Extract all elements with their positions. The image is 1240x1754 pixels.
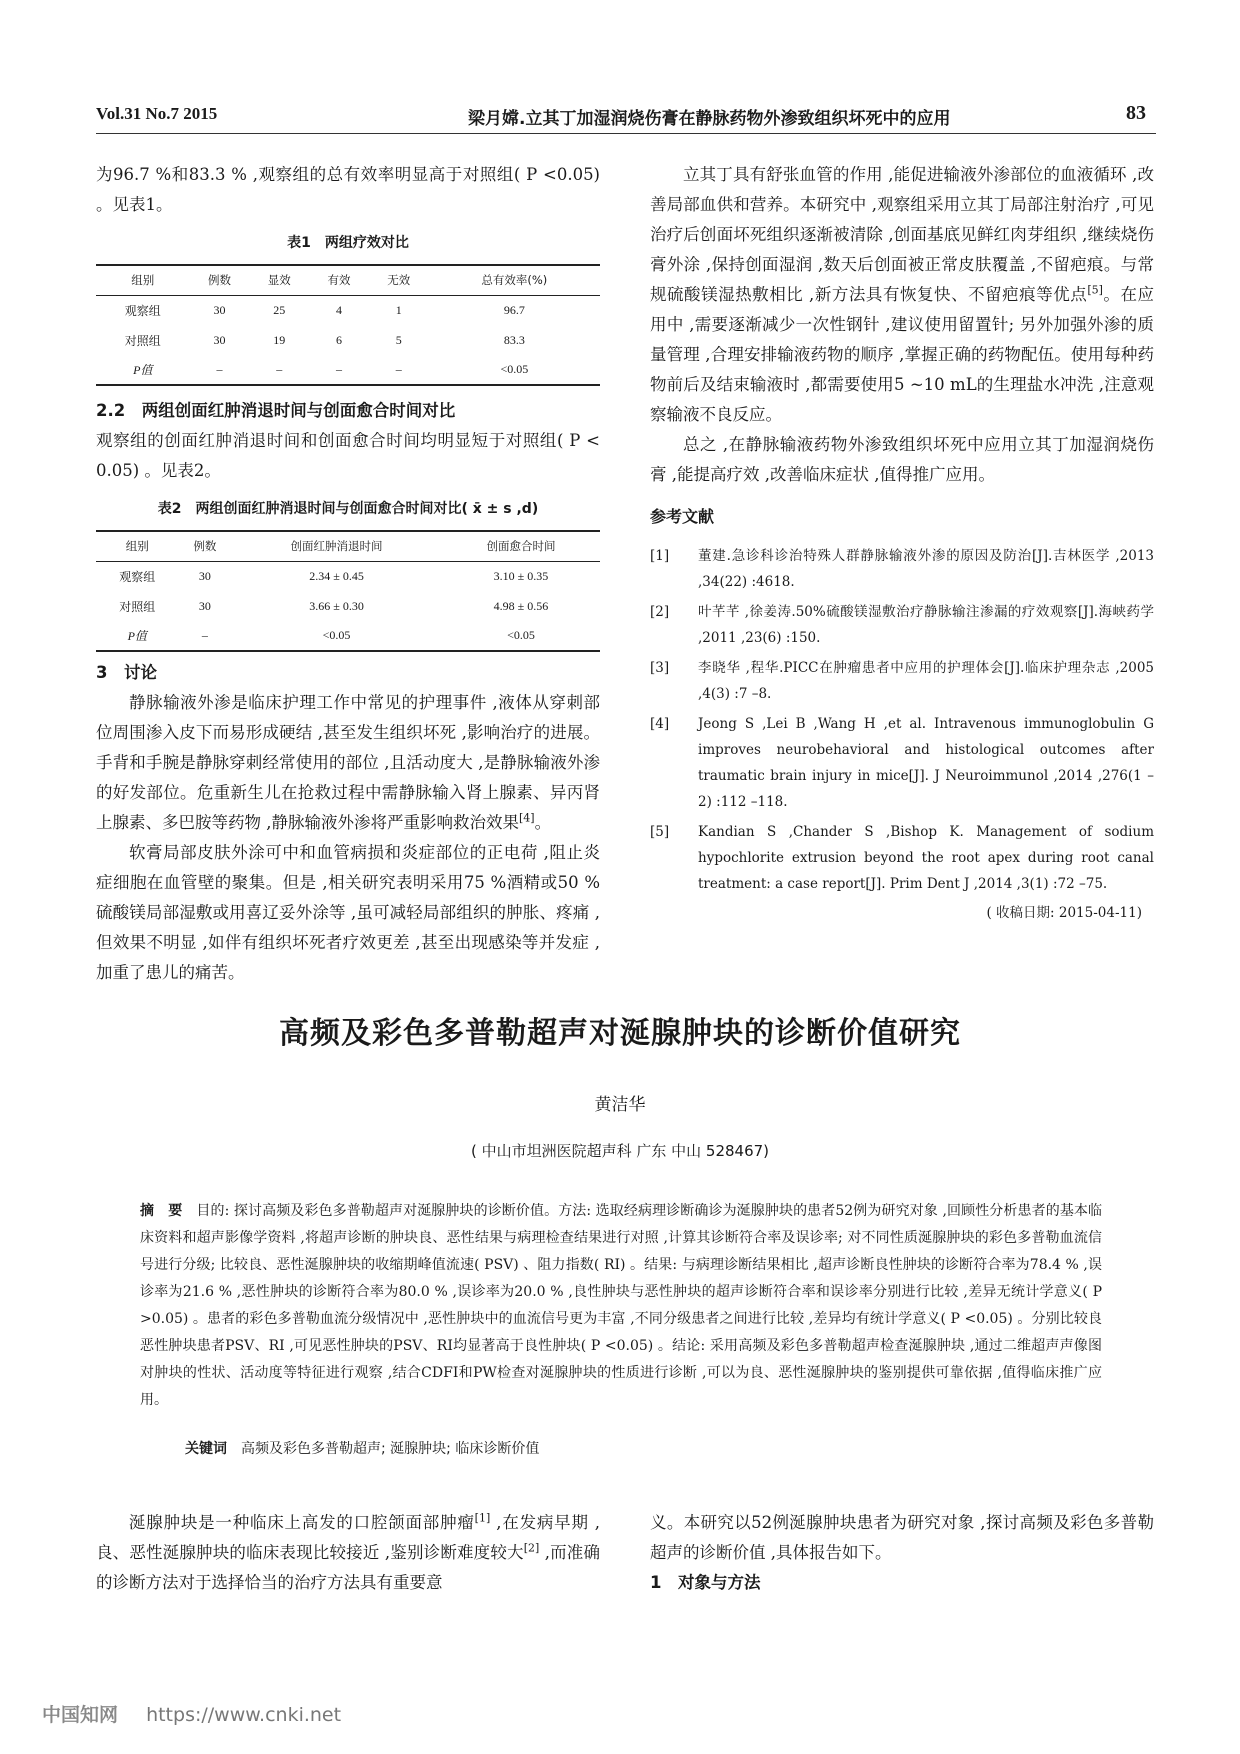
table-header-cell: 有效 — [309, 265, 369, 295]
journal-volume-info: Vol.31 No.7 2015 — [96, 104, 218, 123]
citation-marker: [2] — [523, 1541, 540, 1555]
article-author: 黄洁华 — [594, 1095, 646, 1115]
table-cell: 30 — [213, 302, 226, 317]
table-cell: 2.34 ± 0.45 — [309, 568, 364, 583]
table-cell: 25 — [273, 302, 286, 317]
table-cell: 观察组 — [124, 303, 161, 318]
citation-marker: [5] — [1087, 283, 1103, 297]
table-row — [96, 355, 600, 385]
table-cell: 3.66 ± 0.30 — [309, 598, 364, 613]
table-cell: <0.05 — [442, 621, 600, 651]
table1-efficacy — [96, 264, 600, 386]
table-header-cell: 例数 — [190, 265, 250, 295]
article-title: 高频及彩色多普勒超声对涎腺肿块的诊断价值研究 — [279, 1016, 961, 1051]
table-cell: – — [309, 355, 369, 385]
table-cell: 观察组 — [119, 569, 156, 584]
table-cell: 对照组 — [124, 333, 161, 348]
reference-item — [650, 543, 1154, 595]
table-cell: 83.3 — [503, 332, 525, 347]
references-heading: 参考文献 — [650, 507, 715, 526]
table-cell: 30 — [213, 332, 226, 347]
table1-caption: 表1 两组疗效对比 — [287, 235, 409, 251]
discussion-text: 静脉输液外渗是临床护理工作中常见的护理事件 ,液体从穿刺部位周围渗入皮下而易形成硬结 ,甚至发生组织坏死 ,影响治疗的进展。手背和手腕是静脉穿刺经常使用的部位 ,且活动度大 ,是静脉输液外渗的好发部位。危重新生儿在抢救过程中需静脉输入肾上腺素、异丙肾上腺素、多巴胺等药物 ,静脉输液外渗将严重影响救治效果 — [96, 693, 600, 832]
table-cell: <0.05 — [429, 355, 600, 385]
intro-text: 涎腺肿块是一种临床上高发的口腔颌面部肿瘤 — [129, 1513, 475, 1532]
table-cell: 3.10 ± 0.35 — [493, 568, 549, 583]
right-column — [650, 160, 1154, 921]
section-2-2-text: 观察组的创面红肿消退时间和创面愈合时间均明显短于对照组( P < 0.05) 。见表2。 — [96, 431, 600, 480]
table-header-cell: 显效 — [249, 265, 309, 295]
table-cell: 4.98 ± 0.56 — [493, 598, 549, 613]
intro-paragraph — [96, 1508, 600, 1598]
reference-text: 叶芊芊 ,徐姜涛.50%硫酸镁湿敷治疗静脉输注渗漏的疗效观察[J].海峡药学 ,2011 ,23(6) :150. — [698, 604, 1154, 646]
table-row — [96, 591, 600, 621]
table-row — [96, 295, 600, 325]
table-row — [96, 561, 600, 591]
received-date: ( 收稿日期: 2015-04-11) — [986, 905, 1142, 921]
table-header-cell: 组别 — [96, 265, 190, 295]
abstract-label: 摘 要 — [140, 1203, 183, 1219]
table-cell: 1 — [395, 302, 402, 317]
author-affiliation: ( 中山市坦洲医院超声科 广东 中山 528467) — [470, 1142, 770, 1160]
left-column — [96, 160, 600, 988]
table-header-cell: 组别 — [96, 531, 179, 561]
page-number: 83 — [1126, 102, 1146, 124]
section-3-heading: 3 讨论 — [96, 663, 157, 682]
reference-number: [1] — [650, 548, 670, 564]
table-cell: – — [369, 355, 429, 385]
table-cell: 5 — [395, 332, 402, 347]
section-2-2-heading: 2.2 两组创面红肿消退时间与创面愈合时间对比 — [96, 401, 456, 420]
citation-marker: [4] — [519, 811, 535, 825]
table-row — [96, 621, 600, 651]
discussion-text: 立其丁具有舒张血管的作用 ,能促进输液外渗部位的血液循环 ,改善局部血供和营养。本研究中 ,观察组采用立其丁局部注射治疗 ,可见治疗后创面坏死组织逐渐被清除 ,创面基底见鲜红肉芽组织 ,继续烧伤膏外涂 ,保持创面湿润 ,数天后创面被正常皮肤覆盖 ,不留疤痕。与常规硫酸镁湿热敷相比 ,新方法具有恢复快、不留疤痕等优点 — [650, 165, 1154, 304]
table-cell: 4 — [336, 302, 342, 317]
table-cell: 6 — [336, 332, 342, 347]
intro-left-column — [96, 1508, 600, 1598]
table2-healing-time — [96, 530, 600, 652]
reference-item — [650, 819, 1154, 897]
table-cell: 30 — [198, 568, 211, 583]
table-cell: 对照组 — [119, 599, 156, 614]
table-cell: – — [190, 355, 250, 385]
reference-number: [2] — [650, 604, 670, 620]
results-intro-paragraph: 为96.7 %和83.3 % ,观察组的总有效率明显高于对照组( P <0.05) 。见表1。 — [96, 165, 600, 214]
table-cell: – — [249, 355, 309, 385]
conclusion-paragraph: 总之 ,在静脉输液药物外渗致组织坏死中应用立其丁加湿润烧伤膏 ,能提高疗效 ,改善临床症状 ,值得推广应用。 — [650, 435, 1154, 484]
intro-text: ,在发病早期 ,良、恶性涎腺肿块的临床表现比较接近 ,鉴别诊断难度较大 — [96, 1513, 601, 1562]
reference-text: Kandian S ,Chander S ,Bishop K. Management of sodium hypochlorite extrusion beyond the root apex during root canal treatment: a case report[J]. Prim Dent J ,2014 ,3(1) :72 –75. — [698, 824, 1154, 892]
table-cell: 19 — [273, 332, 286, 347]
table-row — [96, 325, 600, 355]
table-header-row — [96, 265, 600, 295]
reference-item — [650, 655, 1154, 707]
table-cell: P值 — [96, 621, 179, 651]
intro-right-column — [650, 1508, 1154, 1598]
discussion-text-end: 。在应用中 ,需要逐渐减少一次性钢针 ,建议使用留置针; 另外加强外渗的质量管理 ,合理安排输液药物的顺序 ,掌握正确的药物配伍。使用每种药物前后及结束输液时 ,都需要使用5 ~10 mL的生理盐水冲洗 ,注意观察输液不良反应。 — [650, 285, 1154, 424]
table-cell: 30 — [198, 598, 211, 613]
cnki-logo: 中国知网 — [42, 1704, 119, 1726]
reference-text: 董建.急诊科诊治特殊人群静脉输液外渗的原因及防治[J].吉林医学 ,2013 ,34(22) :4618. — [698, 548, 1154, 590]
running-title: 梁月嫦.立其丁加湿润烧伤膏在静脉药物外渗致组织坏死中的应用 — [468, 109, 951, 129]
abstract-text: 目的: 探讨高频及彩色多普勒超声对涎腺肿块的诊断价值。方法: 选取经病理诊断确诊为涎腺肿块的患者52例为研究对象 ,回顾性分析患者的基本临床资料和超声影像学资料 ,将超声诊断的肿块良、恶性结果与病理检查结果进行对照 ,计算其诊断符合率及误诊率; 对不同性质涎腺肿块的彩色多普勒血流信号进行分级; 比较良、恶性涎腺肿块的收缩期峰值流速( PSV) 、阻力指数( RI) 。结果: 与病理诊断结果相比 ,超声诊断良性肿块的诊断符合率为78.4 % ,误诊率为21.6 % ,恶性肿块的诊断符合率为80.0 % ,误诊率为20.0 % ,良性肿块与恶性肿块的超声诊断符合率和误诊率分别进行比较 ,差异无统计学意义( P >0.05) 。患者的彩色多普勒血流分级情况中 ,恶性肿块中的血流信号更为丰富 ,不同分级患者之间进行比较 ,差异均有统计学意义( P <0.05) 。分别比较良恶性肿块患者PSV、RI ,可见恶性肿块的PSV、RI均显著高于良性肿块( P <0.05) 。结论: 采用高频及彩色多普勒超声检查涎腺肿块 ,通过二维超声声像图对肿块的性状、活动度等特征进行观察 ,结合CDFI和PW检查对涎腺肿块的性质进行诊断 ,可以为良、恶性涎腺肿块的鉴别提供可靠依据 ,值得临床推广应用。 — [140, 1203, 1103, 1408]
discussion-paragraph-1 — [96, 688, 600, 838]
table-header-cell: 创面红肿消退时间 — [231, 531, 442, 561]
keywords — [185, 1438, 539, 1458]
abstract — [140, 1198, 1102, 1414]
intro-paragraph-continued: 义。本研究以52例涎腺肿块患者为研究对象 ,探讨高频及彩色多普勒超声的诊断价值 ,具体报告如下。 — [650, 1513, 1154, 1562]
reference-text: Jeong S ,Lei B ,Wang H ,et al. Intravenous immunoglobulin G improves neurobehavioral and histological outcomes after traumatic brain injury in mice[J]. J Neuroimmunol ,2014 ,276(1 –2) :112 –118. — [698, 716, 1154, 810]
table-header-cell: 创面愈合时间 — [442, 531, 600, 561]
cnki-url-link[interactable]: https://www.cnki.net — [146, 1704, 342, 1726]
discussion-paragraph-3 — [650, 160, 1154, 430]
discussion-text-end: 。 — [534, 813, 552, 832]
reference-item — [650, 599, 1154, 651]
keywords-text: 高频及彩色多普勒超声; 涎腺肿块; 临床诊断价值 — [241, 1441, 540, 1457]
reference-item — [650, 711, 1154, 815]
reference-number: [4] — [650, 716, 670, 732]
table-cell: P值 — [96, 355, 190, 385]
discussion-paragraph-2: 软膏局部皮肤外涂可中和血管病损和炎症部位的正电荷 ,阻止炎症细胞在血管壁的聚集。但是 ,相关研究表明采用75 %酒精或50 %硫酸镁局部湿敷或用喜辽妥外涂等 ,虽可减轻局部组织的肿胀、疼痛 ,但效果不明显 ,如伴有组织坏死者疗效更差 ,甚至出现感染等并发症 ,加重了患儿的痛苦。 — [96, 843, 600, 982]
table-header-row — [96, 531, 600, 561]
reference-number: [3] — [650, 660, 670, 676]
table2-caption: 表2 两组创面红肿消退时间与创面愈合时间对比( x̄ ± s ,d) — [157, 501, 539, 517]
table-cell: <0.05 — [231, 621, 442, 651]
table-cell: – — [179, 621, 232, 651]
table-cell: 96.7 — [503, 302, 525, 317]
table-header-cell: 无效 — [369, 265, 429, 295]
table-header-cell: 总有效率(%) — [429, 265, 600, 295]
citation-marker: [1] — [474, 1511, 491, 1525]
page-footer — [42, 1700, 341, 1727]
keywords-label: 关键词 — [185, 1441, 227, 1457]
page-header — [96, 100, 1156, 134]
table-header-cell: 例数 — [179, 531, 232, 561]
reference-text: 李晓华 ,程华.PICC在肿瘤患者中应用的护理体会[J].临床护理杂志 ,2005 ,4(3) :7 –8. — [698, 660, 1154, 702]
intro-text: ,而准确的诊断方法对于选择恰当的治疗方法具有重要意 — [96, 1543, 600, 1592]
section-1-heading: 1 对象与方法 — [650, 1573, 761, 1592]
reference-list — [650, 543, 1154, 897]
reference-number: [5] — [650, 824, 670, 840]
